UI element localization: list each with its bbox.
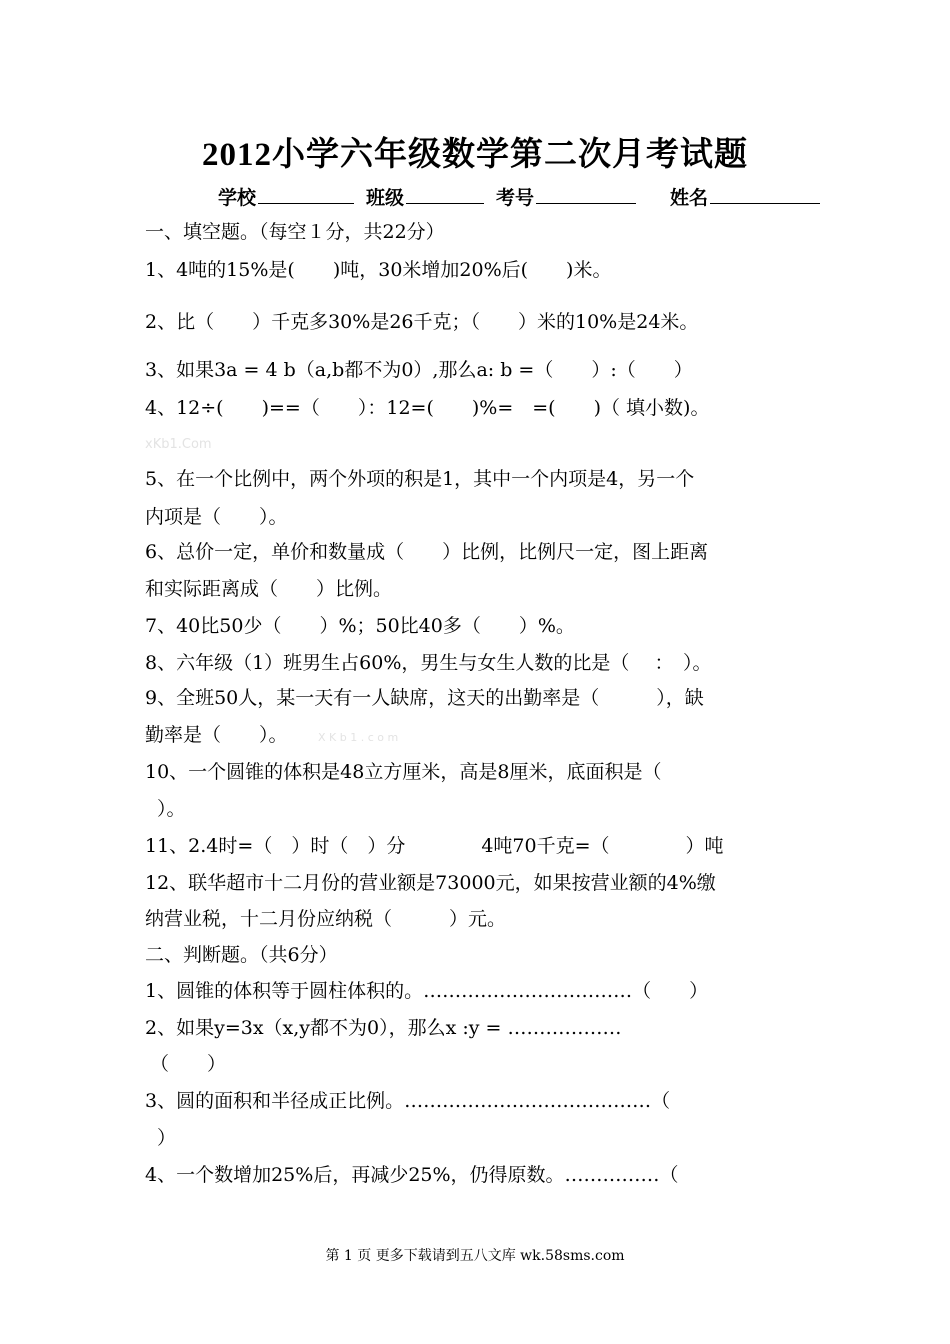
question-line: 4、12÷( )==（ ）：12=( )%= =( )（ 填小数)。: [145, 397, 710, 419]
question-line: 9、全班50人，某一天有一人缺席，这天的出勤率是（ ），缺: [145, 687, 704, 709]
watermark: xKb1.Com: [145, 437, 212, 452]
student-info-row: [218, 183, 820, 210]
section-heading-fill-blank: 一、填空题。（每空１分，共22分）: [145, 221, 445, 243]
question-line: 4、一个数增加25%后，再减少25%，仍得原数。……………（: [145, 1164, 679, 1186]
question-line: 7、40比50少（ ）%；50比40多（ ）%。: [145, 615, 575, 637]
question-line: 纳营业税，十二月份应纳税（ ）元。: [145, 908, 507, 930]
section-heading-true-false: 二、判断题。（共6分）: [145, 944, 338, 966]
question-line: 勤率是（ ）。: [145, 724, 288, 746]
class-label: 班级: [366, 187, 405, 209]
question-line: ）: [157, 1127, 177, 1149]
name-blank[interactable]: [710, 185, 820, 204]
question-line: 12、联华超市十二月份的营业额是73000元，如果按营业额的4%缴: [145, 872, 716, 894]
question-line: 1、4吨的15%是( )吨，30米增加20%后( )米。: [145, 259, 612, 281]
question-line: 8、六年级（1）班男生占60%，男生与女生人数的比是（ ： ）。: [145, 652, 712, 674]
question-line: 内项是（ ）。: [145, 506, 288, 528]
question-line: 2、如果y=3x（x,y都不为0），那么x :y = ………………: [145, 1017, 622, 1039]
page-title: 2012小学六年级数学第二次月考试题: [202, 137, 748, 173]
question-line: 和实际距离成（ ）比例。: [145, 578, 393, 600]
question-line: 10、一个圆锥的体积是48立方厘米，高是8厘米，底面积是（: [145, 761, 662, 783]
question-line: 3、如果3a = 4 b（a,b都不为0）,那么a: b =（ ）:（ ）: [145, 359, 693, 381]
name-field[interactable]: [670, 183, 820, 210]
watermark: X K b 1 . c o m: [318, 731, 399, 744]
question-line: 11、2.4时=（ ）时（ ）分 4吨70千克=（ ）吨: [145, 835, 724, 857]
question-line: 6、总价一定，单价和数量成（ ）比例，比例尺一定，图上距离: [145, 541, 709, 563]
question-line: （ ）: [150, 1053, 227, 1075]
name-label: 姓名: [670, 187, 709, 209]
question-line: 5、在一个比例中，两个外项的积是1，其中一个内项是4，另一个: [145, 468, 695, 490]
exam-no-field[interactable]: [496, 183, 636, 210]
exam-no-label: 考号: [496, 187, 535, 209]
question-line: ）。: [157, 798, 186, 820]
question-line: 3、圆的面积和半径成正比例。…………………………………（: [145, 1090, 671, 1112]
question-line: 1、圆锥的体积等于圆柱体积的。……………………………（ ）: [145, 980, 709, 1002]
school-blank[interactable]: [258, 185, 354, 204]
school-field[interactable]: [218, 183, 354, 210]
exam-no-blank[interactable]: [536, 185, 636, 204]
page-footer: 第 1 页 更多下载请到五八文库 wk.58sms.com: [325, 1248, 625, 1264]
class-field[interactable]: [366, 183, 484, 210]
class-blank[interactable]: [406, 185, 484, 204]
school-label: 学校: [218, 187, 257, 209]
question-line: 2、比（ ）千克多30%是26千克；（ ）米的10%是24米。: [145, 311, 699, 333]
